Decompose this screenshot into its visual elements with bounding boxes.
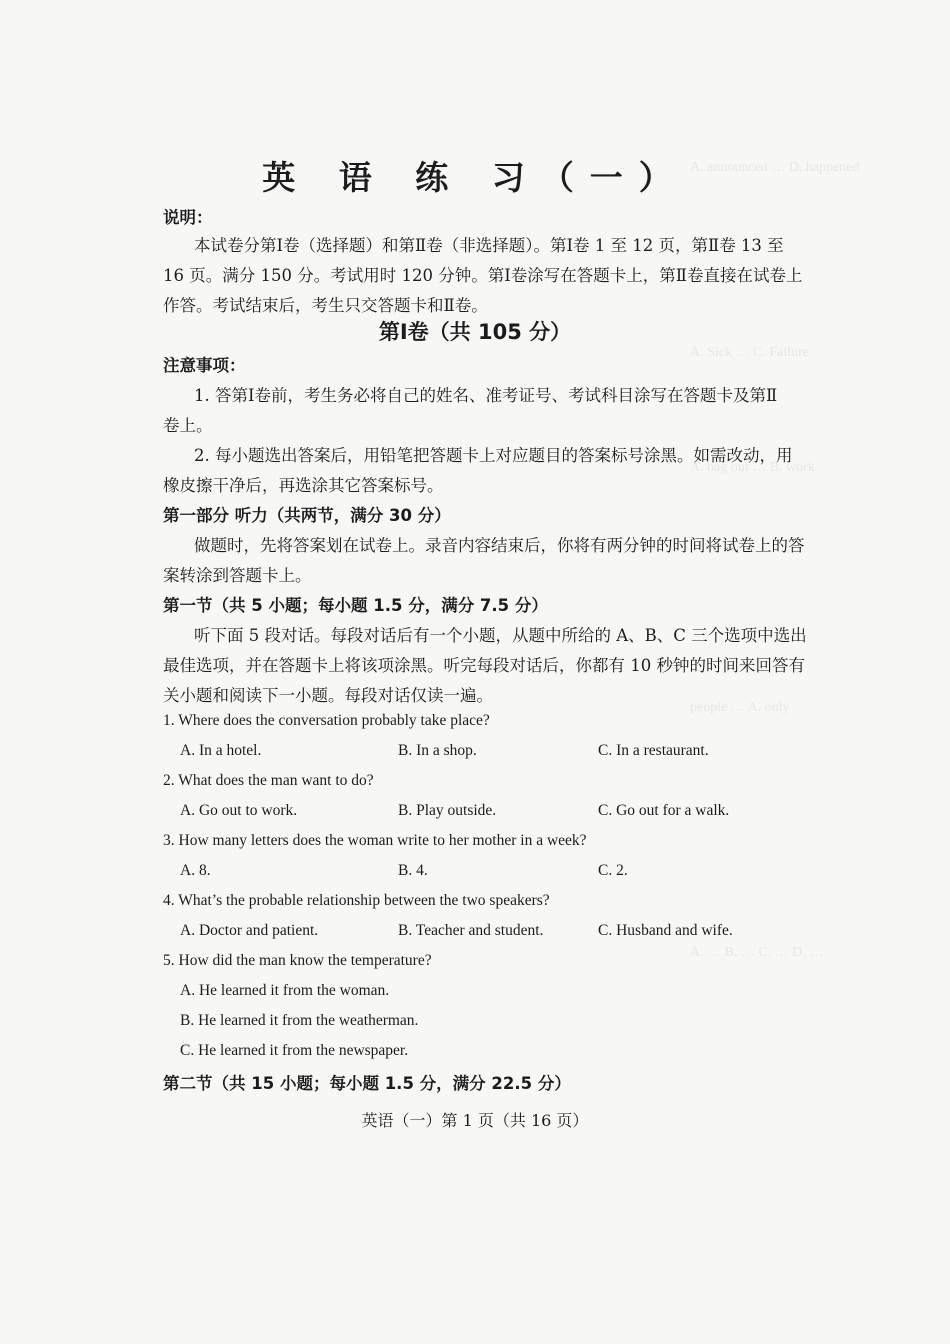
- bleed-through-text: people … A. only: [690, 700, 790, 715]
- option-c: C. He learned it from the newspaper.: [180, 1042, 409, 1059]
- part1-title: 第Ⅰ卷（共 105 分）: [378, 320, 572, 344]
- section1-line: 听下面 5 段对话。每段对话后有一个小题，从题中所给的 A、B、C 三个选项中选出: [194, 626, 807, 645]
- notice-line: 卷上。: [163, 416, 213, 435]
- question-text: 4. What’s the probable relationship between the two speakers?: [163, 892, 550, 909]
- option-a: A. He learned it from the woman.: [180, 982, 390, 999]
- option-b: B. Play outside.: [398, 802, 497, 819]
- section1-line: 关小题和阅读下一小题。每段对话仅读一遍。: [163, 686, 493, 705]
- question-text: 1. Where does the conversation probably take place?: [163, 712, 490, 729]
- intro-line: 本试卷分第Ⅰ卷（选择题）和第Ⅱ卷（非选择题）。第Ⅰ卷 1 至 12 页，第Ⅱ卷 13 至: [194, 236, 784, 255]
- notice-line: 橡皮擦干净后，再选涂其它答案标号。: [163, 476, 444, 495]
- intro-line: 作答。考试结束后，考生只交答题卡和Ⅱ卷。: [163, 296, 488, 315]
- option-a: A. Go out to work.: [180, 802, 298, 819]
- bleed-through-text: A. … B. … C. … D. …: [690, 945, 824, 960]
- listening-title: 第一部分 听力（共两节，满分 30 分）: [163, 506, 451, 525]
- option-b: B. In a shop.: [398, 742, 477, 759]
- intro-label: 说明：: [163, 208, 213, 227]
- option-a: A. Doctor and patient.: [180, 922, 319, 939]
- intro-line: 16 页。满分 150 分。考试用时 120 分钟。第Ⅰ卷涂写在答题卡上，第Ⅱ卷直接在试卷上: [163, 266, 803, 285]
- option-a: A. 8.: [180, 862, 211, 879]
- notice-line: 2. 每小题选出答案后，用铅笔把答题卡上对应题目的答案标号涂黑。如需改动，用: [194, 446, 793, 465]
- option-b: B. Teacher and student.: [398, 922, 544, 939]
- option-c: C. In a restaurant.: [598, 742, 709, 759]
- bleed-through-text: A. announced … D. happened: [690, 160, 860, 175]
- question-text: 5. How did the man know the temperature?: [163, 952, 432, 969]
- option-c: C. 2.: [598, 862, 628, 879]
- option-c: C. Go out for a walk.: [598, 802, 730, 819]
- option-b: B. 4.: [398, 862, 428, 879]
- option-a: A. In a hotel.: [180, 742, 262, 759]
- notice-label: 注意事项：: [163, 356, 246, 375]
- question-text: 3. How many letters does the woman write to her mother in a week?: [163, 832, 587, 849]
- page-footer: 英语（一）第 1 页（共 16 页）: [361, 1111, 589, 1130]
- listening-line: 做题时，先将答案划在试卷上。录音内容结束后，你将有两分钟的时间将试卷上的答: [194, 536, 805, 555]
- option-b: B. He learned it from the weatherman.: [180, 1012, 419, 1029]
- bleed-through-text: A. Sick … C. Failure: [690, 345, 809, 360]
- section2-title: 第二节（共 15 小题；每小题 1.5 分，满分 22.5 分）: [163, 1074, 571, 1093]
- option-c: C. Husband and wife.: [598, 922, 733, 939]
- bleed-through-text: A. bag out … B. work: [690, 460, 815, 475]
- section1-title: 第一节（共 5 小题；每小题 1.5 分，满分 7.5 分）: [163, 596, 548, 615]
- page-title: 英 语 练 习（一）: [262, 158, 688, 197]
- notice-line: 1. 答第Ⅰ卷前，考生务必将自己的姓名、准考证号、考试科目涂写在答题卡及第Ⅱ: [194, 386, 778, 405]
- question-text: 2. What does the man want to do?: [163, 772, 374, 789]
- section1-line: 最佳选项，并在答题卡上将该项涂黑。听完每段对话后，你都有 10 秒钟的时间来回答有: [163, 656, 805, 675]
- listening-line: 案转涂到答题卡上。: [163, 566, 312, 585]
